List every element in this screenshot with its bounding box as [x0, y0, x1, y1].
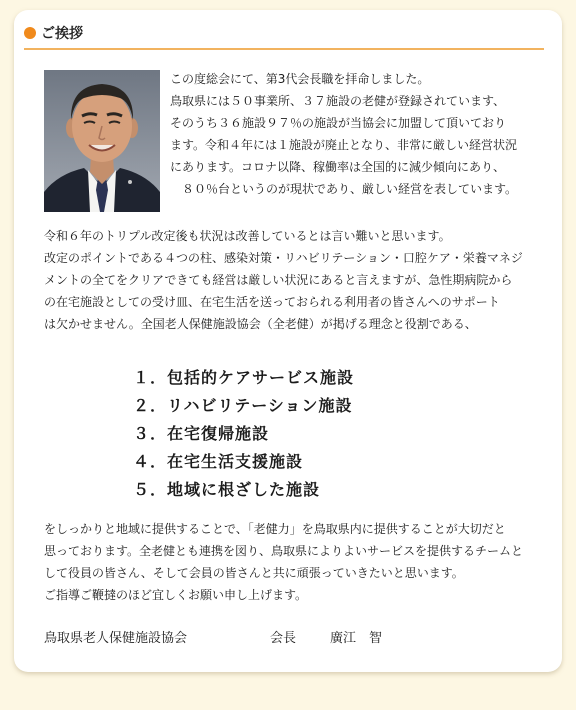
pillar-item: ２．リハビリテーション施設 [133, 396, 353, 415]
signature-name: 廣江 智 [330, 631, 383, 646]
signature [44, 627, 444, 647]
pillars-list [133, 364, 354, 504]
pillar-item: １．包括的ケアサービス施設 [133, 368, 355, 387]
pillar-item: ４．在宅生活支援施設 [133, 452, 304, 471]
intro-line: そのうち３６施設９７％の施設が当協会に加盟して頂いており [170, 116, 507, 130]
intro-line: ８０％台というのが現状であり、厳しい経営を表しています。 [170, 182, 518, 196]
body-line: は欠かせません。全国老人保健施設協会（全老健）が掲げる理念と役割である、 [44, 317, 477, 331]
intro-line: ます。令和４年には１施設が廃止となり、非常に厳しい経営状況 [170, 138, 518, 152]
closing-line: ご指導ご鞭撻のほど宜しくお願い申し上げます。 [44, 588, 308, 602]
intro-line: 鳥取県には５０事業所、３７施設の老健が登録されています、 [170, 94, 506, 108]
intro-line: にあります。コロナ以降、稼働率は全国的に減少傾向にあり、 [170, 160, 506, 174]
body-line: 改定のポイントである４つの柱、感染対策・リハビリテーション・口腔ケア・栄養マネジ [44, 251, 523, 265]
intro-paragraph [170, 68, 554, 200]
body-line: メントの全てをクリアできても経営は厳しい状況にあると言えますが、急性期病院から [44, 273, 513, 287]
pillar-item: ５．地域に根ざした施設 [133, 480, 321, 499]
signature-organization: 鳥取県老人保健施設協会 [44, 631, 188, 646]
intro-line: この度総会にて、第3代会長職を拝命しました。 [170, 72, 430, 86]
section-title: ご挨拶 [41, 26, 83, 42]
closing-paragraph [44, 518, 556, 606]
body-line: 令和６年のトリプル改定後も状況は改善しているとは言い難いと思います。 [44, 229, 451, 243]
body-line: の在宅施設としての受け皿、在宅生活を送っておられる利用者の皆さんへのサポート [44, 295, 500, 309]
signature-title: 会長 [270, 631, 297, 646]
closing-line: 思っております。全老健とも連携を図り、鳥取県によりよいサービスを提供するチームと [44, 544, 524, 558]
portrait-image [44, 70, 160, 212]
bullet-dot-icon [24, 27, 36, 39]
section-heading [24, 20, 544, 50]
pillar-item: ３．在宅復帰施設 [133, 424, 270, 443]
closing-line: をしっかりと地域に提供することで、「老健力」を鳥取県内に提供することが大切だと [44, 522, 506, 536]
body-paragraph [44, 225, 556, 335]
president-portrait [44, 70, 160, 212]
closing-line: して役員の皆さん、そして会員の皆さんと共に頑張っていきたいと思います。 [44, 566, 464, 580]
